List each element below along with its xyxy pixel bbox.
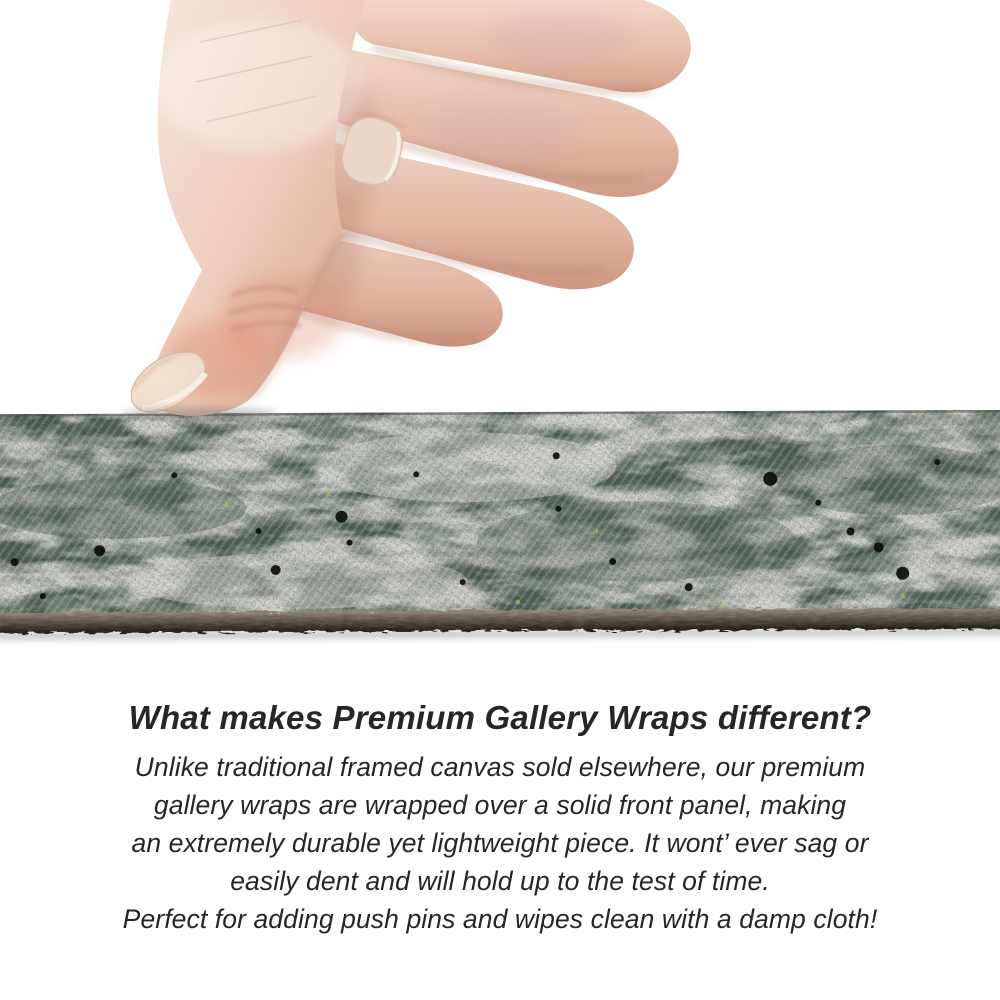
promo-body-line: gallery wraps are wrapped over a solid front panel, making <box>153 790 847 820</box>
hand-illustration <box>0 0 1000 422</box>
canvas-texture <box>0 410 1000 650</box>
promo-body-line: Unlike traditional framed canvas sold elsewhere, our premium <box>134 752 866 782</box>
hand-photo <box>0 0 1000 422</box>
promo-body-line: an extremely durable yet lightweight piece. It wont’ ever sag or <box>131 828 869 858</box>
promo-copy <box>0 696 1000 938</box>
hand-back-and-thumb <box>121 0 367 422</box>
contact-shadow <box>122 408 278 420</box>
panel-edge <box>0 608 1000 633</box>
canvas-weave-b <box>0 410 1000 614</box>
promo-body-line: easily dent and will hold up to the test of time. <box>230 866 770 896</box>
promo-body-line: Perfect for adding push pins and wipes clean with a damp cloth! <box>122 904 878 934</box>
canvas-strip <box>0 410 1000 650</box>
promo-heading: What makes Premium Gallery Wraps different? <box>128 699 872 736</box>
